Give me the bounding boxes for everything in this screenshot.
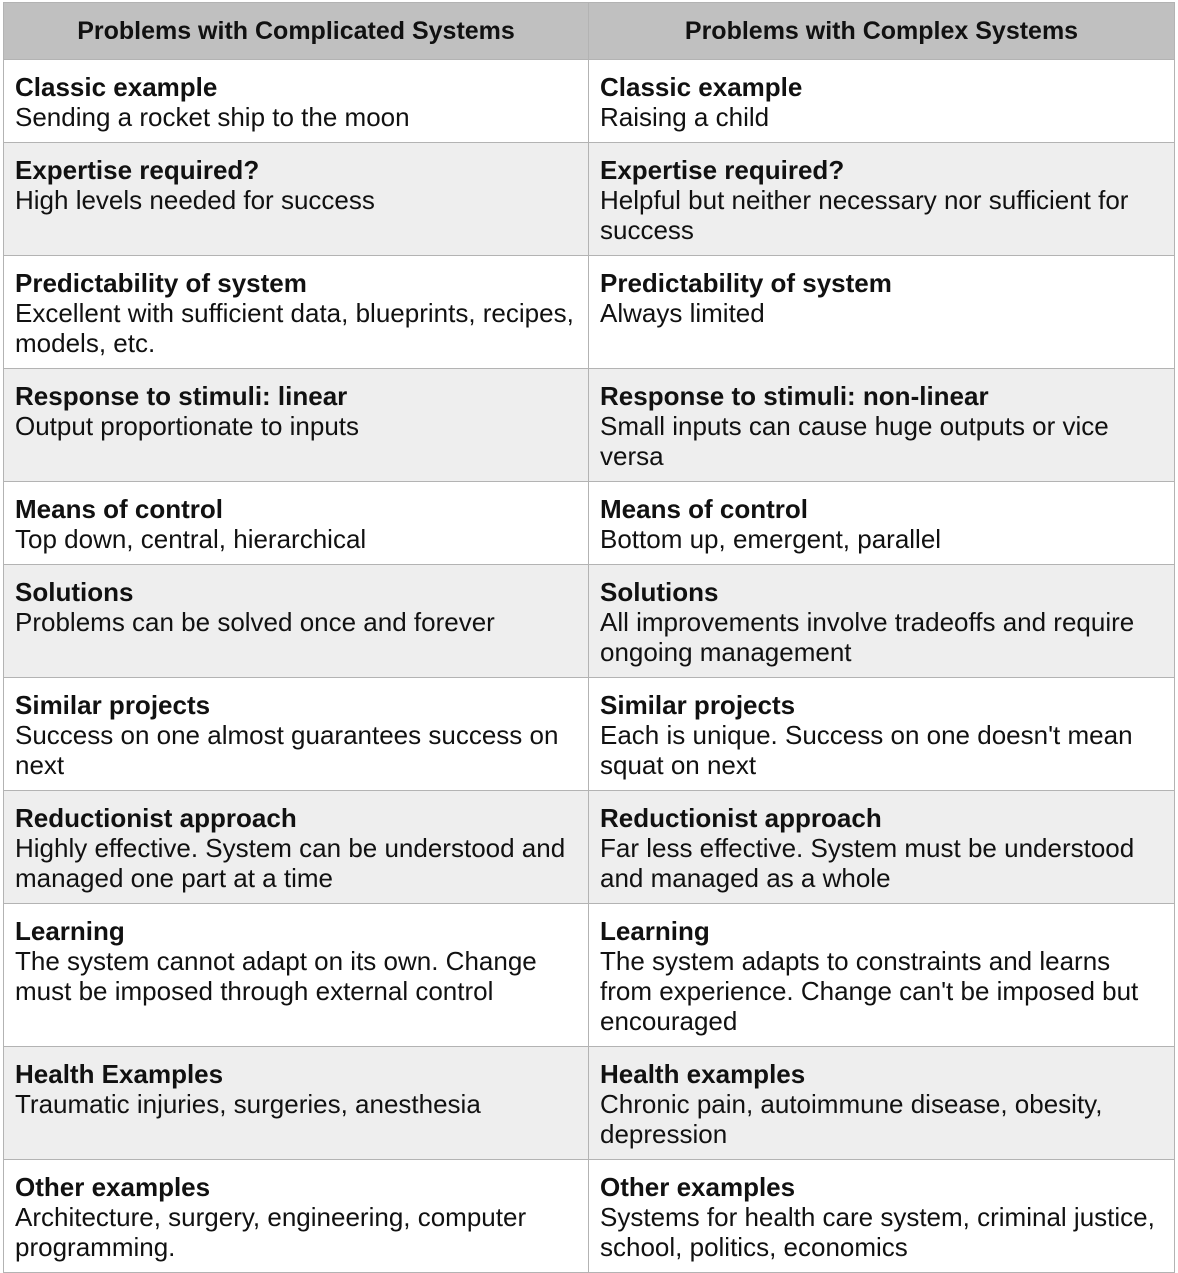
cell-title: Means of control	[600, 494, 809, 524]
cell-complex	[589, 369, 1175, 482]
cell-complex	[589, 143, 1175, 256]
header-complicated-systems: Problems with Complicated Systems	[4, 3, 589, 60]
cell-complex	[589, 482, 1175, 565]
cell-complicated	[4, 60, 589, 143]
cell-text: Raising a child	[600, 102, 770, 132]
cell-title: Expertise required?	[15, 155, 260, 185]
cell-text: Excellent with sufficient data, blueprints, recipes, models, etc.	[15, 298, 574, 358]
cell-complicated	[4, 791, 589, 904]
table-row	[4, 1047, 1175, 1160]
cell-title: Predictability of system	[600, 268, 892, 298]
cell-title: Learning	[600, 916, 710, 946]
cell-text: Highly effective. System can be understood and managed one part at a time	[15, 833, 566, 893]
cell-complicated	[4, 1047, 589, 1160]
cell-text: Top down, central, hierarchical	[15, 524, 367, 554]
table-row	[4, 565, 1175, 678]
cell-text: Each is unique. Success on one doesn't mean squat on next	[600, 720, 1133, 780]
cell-complicated	[4, 904, 589, 1047]
cell-complex	[589, 565, 1175, 678]
cell-text: Helpful but neither necessary nor sufficient for success	[600, 185, 1129, 245]
cell-complicated	[4, 143, 589, 256]
cell-title: Health Examples	[15, 1059, 224, 1089]
cell-title: Classic example	[15, 72, 218, 102]
table-row	[4, 791, 1175, 904]
comparison-table-container	[3, 2, 1174, 1273]
cell-text: Output proportionate to inputs	[15, 411, 360, 441]
cell-text: Far less effective. System must be understood and managed as a whole	[600, 833, 1135, 893]
cell-complex	[589, 678, 1175, 791]
cell-text: Architecture, surgery, engineering, computer programming.	[15, 1202, 527, 1262]
header-row	[4, 3, 1175, 60]
cell-complicated	[4, 256, 589, 369]
cell-title: Similar projects	[15, 690, 211, 720]
table-row	[4, 482, 1175, 565]
cell-title: Predictability of system	[15, 268, 307, 298]
cell-text: Bottom up, emergent, parallel	[600, 524, 942, 554]
cell-complicated	[4, 678, 589, 791]
cell-text: All improvements involve tradeoffs and require ongoing management	[600, 607, 1135, 667]
cell-complex	[589, 1047, 1175, 1160]
cell-text: Systems for health care system, criminal justice, school, politics, economics	[600, 1202, 1155, 1262]
table-row	[4, 1160, 1175, 1273]
cell-title: Reductionist approach	[15, 803, 297, 833]
cell-text: Always limited	[600, 298, 765, 328]
cell-text: Small inputs can cause huge outputs or vice versa	[600, 411, 1109, 471]
table-header	[4, 3, 1175, 60]
table-row	[4, 60, 1175, 143]
table-row	[4, 143, 1175, 256]
cell-text: Sending a rocket ship to the moon	[15, 102, 410, 132]
cell-complex	[589, 791, 1175, 904]
cell-title: Response to stimuli: linear	[15, 381, 348, 411]
cell-text: The system adapts to constraints and learns from experience. Change can't be imposed but encouraged	[600, 946, 1139, 1036]
cell-complicated	[4, 369, 589, 482]
table-row	[4, 256, 1175, 369]
cell-title: Other examples	[600, 1172, 796, 1202]
cell-complex	[589, 1160, 1175, 1273]
header-complex-systems: Problems with Complex Systems	[589, 3, 1175, 60]
cell-text: Chronic pain, autoimmune disease, obesity, depression	[600, 1089, 1103, 1149]
cell-complex	[589, 904, 1175, 1047]
table-body	[4, 60, 1175, 1273]
cell-title: Health examples	[600, 1059, 806, 1089]
cell-complicated	[4, 1160, 589, 1273]
cell-complicated	[4, 482, 589, 565]
table-row	[4, 904, 1175, 1047]
cell-title: Solutions	[600, 577, 719, 607]
cell-title: Reductionist approach	[600, 803, 882, 833]
table-row	[4, 678, 1175, 791]
cell-complicated	[4, 565, 589, 678]
cell-title: Response to stimuli: non-linear	[600, 381, 989, 411]
cell-title: Means of control	[15, 494, 224, 524]
cell-text: The system cannot adapt on its own. Change must be imposed through external control	[15, 946, 537, 1006]
cell-title: Learning	[15, 916, 125, 946]
cell-complex	[589, 256, 1175, 369]
cell-title: Expertise required?	[600, 155, 845, 185]
table-row	[4, 369, 1175, 482]
comparison-table	[3, 2, 1175, 1273]
cell-title: Classic example	[600, 72, 803, 102]
cell-text: Success on one almost guarantees success on next	[15, 720, 559, 780]
cell-title: Solutions	[15, 577, 134, 607]
cell-text: High levels needed for success	[15, 185, 375, 215]
cell-text: Traumatic injuries, surgeries, anesthesia	[15, 1089, 481, 1119]
cell-title: Other examples	[15, 1172, 211, 1202]
cell-text: Problems can be solved once and forever	[15, 607, 495, 637]
cell-complex	[589, 60, 1175, 143]
cell-title: Similar projects	[600, 690, 796, 720]
